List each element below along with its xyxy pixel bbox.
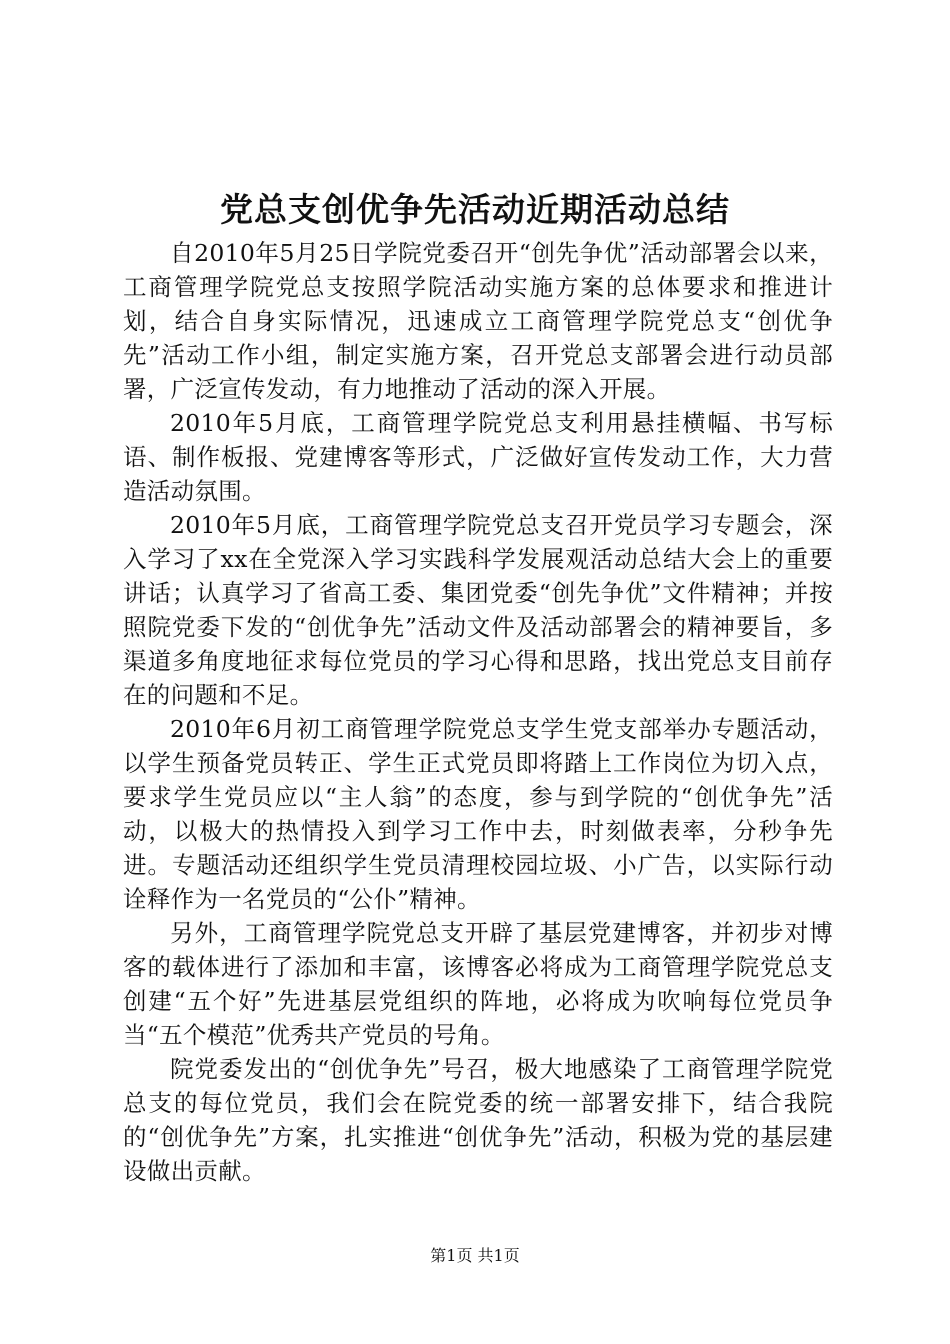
paragraph-6: 院党委发出的“创优争先”号召，极大地感染了工商管理学院党总支的每位党员，我们会在院党委的统一部署安排下，结合我院的“创优争先”方案，扎实推进“创优争先”活动，积极为党的基层建设做出贡献。: [123, 1055, 833, 1185]
paragraph-2: 2010年5月底，工商管理学院党总支利用悬挂横幅、书写标语、制作板报、党建博客等形式，广泛做好宣传发动工作，大力营造活动氛围。: [123, 409, 833, 505]
paragraph-5: 另外，工商管理学院党总支开辟了基层党建博客，并初步对博客的载体进行了添加和丰富，该博客必将成为工商管理学院党总支创建“五个好”先进基层党组织的阵地，必将成为吹响每位党员争当“五个模范”优秀共产党员的号角。: [123, 919, 833, 1049]
paragraph-1: 自2010年5月25日学院党委召开“创先争优”活动部署会以来，工商管理学院党总支按照学院活动实施方案的总体要求和推进计划，结合自身实际情况，迅速成立工商管理学院党总支“创优争先”活动工作小组，制定实施方案，召开党总支部署会进行动员部署，广泛宣传发动，有力地推动了活动的深入开展。: [123, 239, 833, 403]
paragraph-4: 2010年6月初工商管理学院党总支学生党支部举办专题活动，以学生预备党员转正、学生正式党员即将踏上工作岗位为切入点，要求学生党员应以“主人翁”的态度，参与到学院的“创优争先”活动，以极大的热情投入到学习工作中去，时刻做表率，分秒争先进。专题活动还组织学生党员清理校园垃圾、小广告，以实际行动诠释作为一名党员的“公仆”精神。: [123, 715, 833, 913]
document-title: 党总支创优争先活动近期活动总结: [220, 190, 730, 229]
document-body: [123, 236, 833, 1188]
page-number-footer: 第1页 共1页: [430, 1246, 520, 1265]
paragraph-3: 2010年5月底，工商管理学院党总支召开党员学习专题会，深入学习了xx在全党深入学习实践科学发展观活动总结大会上的重要讲话；认真学习了省高工委、集团党委“创先争优”文件精神；并按照院党委下发的“创优争先”活动文件及活动部署会的精神要旨，多渠道多角度地征求每位党员的学习心得和思路，找出党总支目前存在的问题和不足。: [123, 511, 833, 709]
